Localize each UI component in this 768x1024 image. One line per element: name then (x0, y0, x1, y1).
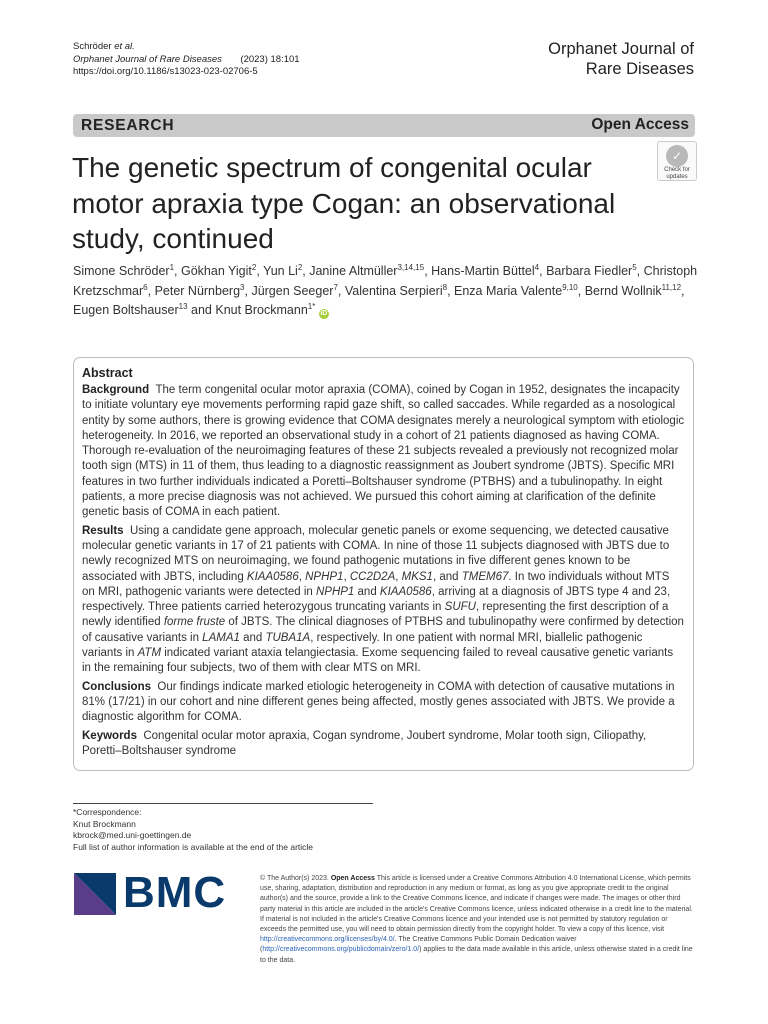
author-affiliation: 6 (143, 282, 148, 292)
conclusions-label: Conclusions (82, 680, 152, 693)
author-affiliation: 7 (333, 282, 338, 292)
gene-name: ATM (137, 647, 162, 660)
author-affiliation: 1* (307, 302, 316, 311)
author-name[interactable]: Peter Nürnberg (154, 283, 241, 298)
article-title: The genetic spectrum of congenital ocular motor apraxia type Cogan: an observational study, continued (72, 152, 616, 254)
gene-name: SUFU (444, 601, 476, 614)
results-label: Results (82, 524, 124, 537)
gene-name: TMEM67 (461, 570, 509, 583)
keywords-label: Keywords (82, 729, 137, 742)
correspondence-name: Knut Brockmann (73, 818, 136, 829)
journal-name (548, 39, 694, 79)
gene-name: MKS1 (401, 570, 433, 583)
bmc-logo-text: BMC (123, 868, 227, 917)
copyright: © The Author(s) 2023. (260, 875, 329, 882)
correspondence-email[interactable]: kbrock@med.uni-goettingen.de (73, 830, 192, 840)
correspondence-block (73, 803, 373, 853)
license-body-3: ) applies to the data made available in this article, unless otherwise stated in a credit line to the data. (260, 946, 693, 964)
author-affiliation: 11,12 (661, 282, 682, 292)
license-body-1: This article is licensed under a Creative Commons Attribution 4.0 International License, which permits use, sharing, adaptation, distribution and reproduction in any medium or format, as long as you give appropriate credit to the original author(s) and the source, provide a link to the Creative Commons licence, and indicate if changes were made. The images or other third party material in this article are included in the article's Creative Commons licence, unless indicated otherwise in a credit line to the material. If material is not included in the article's Creative Commons licence and your intended use is not permitted by statutory regulation or exceeds the permitted use, you will need to obtain permission directly from the copyright holder. To view a copy of this licence, visit (260, 875, 693, 934)
author-name[interactable]: Christoph Kretzschmar (73, 264, 698, 298)
author-affiliation: 13 (178, 302, 188, 311)
results-fragment: indicated variant ataxia telangiectasia. Exome sequencing failed to reveal causative genetic variants in the remaining four subjects, two of them with clear MTS on MRI. (82, 647, 674, 675)
header-volume: (2023) 18:101 (240, 53, 300, 65)
author-name[interactable]: Yun Li (263, 264, 298, 278)
running-header (73, 41, 300, 79)
results-fragment: Using a candidate gene approach, molecular genetic panels or exome sequencing, we detected causative molecular genetic variants in 17 of 21 patients with COMA. In nine of those 11 subjects diagnosed with JBTS due to newly recognized MTS on neuroimaging, we found pathogenic mutations in five different genes known to be associated with JBTS, including (82, 524, 670, 583)
gene-name: forme fruste (163, 616, 226, 629)
section-banner (73, 114, 695, 137)
gene-name: LAMA1 (202, 631, 240, 644)
author-name[interactable]: Bernd Wollnik (584, 283, 662, 298)
check-for-updates-badge[interactable] (657, 141, 697, 181)
abstract-keywords (82, 729, 685, 760)
author-name[interactable]: Simone Schröder (73, 264, 170, 278)
results-fragment: , arriving at a diagnosis of JBTS type 4 and 23, respectively. Three patients carried heterozygous truncating variants in (82, 585, 671, 614)
open-access-label: Open Access (591, 116, 689, 133)
header-author: Schröder (73, 41, 112, 52)
results-fragment: , (395, 570, 402, 583)
license-link-cc-by[interactable]: http://creativecommons.org/licenses/by/4.0/ (260, 936, 395, 944)
correspondence-note: Full list of author information is available at the end of the article (73, 841, 314, 852)
bmc-logo-mark-icon (74, 873, 116, 915)
gene-name: KIAA0586 (379, 585, 432, 598)
journal-name-line2: Rare Diseases (585, 60, 694, 78)
author-affiliation: 3,14,15 (397, 263, 425, 272)
author-name[interactable]: Valentina Serpieri (344, 283, 443, 298)
header-doi[interactable]: https://doi.org/10.1186/s13023-023-02706-5 (73, 66, 258, 77)
abstract-background (82, 383, 685, 521)
badge-line2: updates (666, 174, 688, 180)
header-et-al: et al. (114, 41, 135, 52)
author-affiliation: 2 (297, 263, 303, 272)
author-affiliation: 4 (534, 263, 540, 272)
results-fragment: , (298, 570, 306, 583)
authors-and: and (187, 303, 216, 317)
background-label: Background (82, 384, 150, 396)
correspondence-label: *Correspondence: (73, 807, 142, 817)
orcid-icon[interactable]: iD (320, 310, 328, 317)
conclusions-text: Our findings indicate marked etiologic heterogeneity in COMA with detection of causative mutations in 81% (17/21) in our cohort and nine different genes being affected, mostly genes associated with JBTS. We provide a diagnostic algorithm for COMA. (82, 680, 675, 724)
results-fragment: . In two individuals without MTS on MRI, pathogenic variants were detected in (82, 570, 670, 598)
header-journal: Orphanet Journal of Rare Diseases (73, 53, 222, 65)
keywords-text: Congenital ocular motor apraxia, Cogan syndrome, Joubert syndrome, Molar tooth sign, Ciliopathy, Poretti–Boltshauser syndrome (82, 729, 647, 757)
abstract-heading: Abstract (82, 366, 133, 380)
results-fragment: , respectively. In one patient with normal MRI, biallelic pathogenic variants in (82, 631, 643, 660)
author-affiliation: 9,10 (562, 282, 578, 292)
author-name[interactable]: Barbara Fiedler (546, 264, 633, 278)
author-affiliation: 5 (632, 263, 637, 272)
author-name[interactable]: Enza Maria Valente (454, 283, 563, 298)
results-text (82, 525, 684, 675)
author-affiliation: 1 (169, 263, 175, 272)
abstract-box (73, 357, 694, 771)
author-name[interactable]: Knut Brockmann (215, 303, 308, 317)
abstract-results (82, 524, 685, 677)
journal-name-line1: Orphanet Journal of (548, 40, 694, 58)
abstract-conclusions (82, 680, 685, 726)
results-fragment: of JBTS. The clinical diagnoses of PTBHS and tubulinopathy were confirmed by detection of causative variants in (82, 616, 684, 644)
background-text: The term congenital ocular motor apraxia (COMA), coined by Cogan in 1952, designates the incapacity to initiate voluntary eye movements performing rapid gaze shift, so called saccades. While regarded as a nosological entity by some authors, there is growing evidence that COMA designates merely a neurological symptom with etiologic heterogeneity. In 2016, we reported an observational study in a cohort of 21 patients diagnosed as having COMA. Thorough re-evaluation of the neuroimaging features of these 21 subjects revealed a previously not recognized molar tooth sign (MTS) in 11 of them, thus leading to a diagnostic reassignment as Joubert syndrome (JBTS). Specific MRI features in two further individuals indicated a Poretti–Boltshauser syndrome (PTBHS) and a tubulinopathy. In eight patients, a more precise diagnosis was not achieved. We pursued this cohort aiming at clarification of the definite genetic basis of COMA in each patient. (82, 384, 685, 519)
license-open-access: Open Access (330, 875, 375, 882)
gene-name: TUBA1A (265, 631, 311, 644)
author-affiliation: 2 (251, 263, 257, 272)
gene-name: CC2D2A (349, 570, 396, 583)
author-name[interactable]: Eugen Boltshauser (73, 303, 179, 317)
author-name[interactable]: Gökhan Yigit (180, 264, 252, 278)
license-text (260, 874, 695, 966)
badge-line1: Check for (664, 167, 690, 173)
section-label: RESEARCH (81, 117, 175, 134)
author-name[interactable]: Janine Altmüller (309, 264, 398, 278)
author-name[interactable]: Hans-Martin Büttel (431, 264, 535, 278)
results-fragment: and (239, 631, 266, 644)
license-link-cc0[interactable]: http://creativecommons.org/publicdomain/zero/1.0/ (262, 946, 420, 954)
results-fragment: , representing the first description of a newly identified (82, 601, 669, 629)
results-fragment: , (343, 570, 350, 583)
bookmark-icon: ✓ (666, 145, 688, 167)
author-affiliation: 3 (240, 282, 245, 292)
license-body-2: . The Creative Commons Public Domain Dedication waiver ( (260, 936, 577, 954)
gene-name: NPHP1 (305, 570, 344, 583)
gene-name: KIAA0586 (246, 570, 299, 583)
gene-name: NPHP1 (315, 585, 355, 598)
results-fragment: and (354, 585, 380, 598)
results-fragment: , and (432, 570, 462, 583)
author-list: Simone Schröder$^1$, Gökhan Yigit$^2$, Yun Li$^2$, Janine Altmüller$^{3,14,15}$, Hans-Martin Büttel$^4$, Barbara Fiedler$^5$, Christoph Kretzschmar$^6$, Peter Nürnberg$^3$, Jürgen Seeger$^7$, Valentina Serpieri$^8$, Enza Maria Valente$^{9,10}$, Bernd Wollnik$^{11,12}$, Eugen Boltshauser$^{13}$ and Knut Brockmann$^{1*}$ iD (73, 263, 698, 317)
author-affiliation: 8 (442, 282, 448, 292)
author-name[interactable]: Jürgen Seeger (251, 283, 334, 298)
